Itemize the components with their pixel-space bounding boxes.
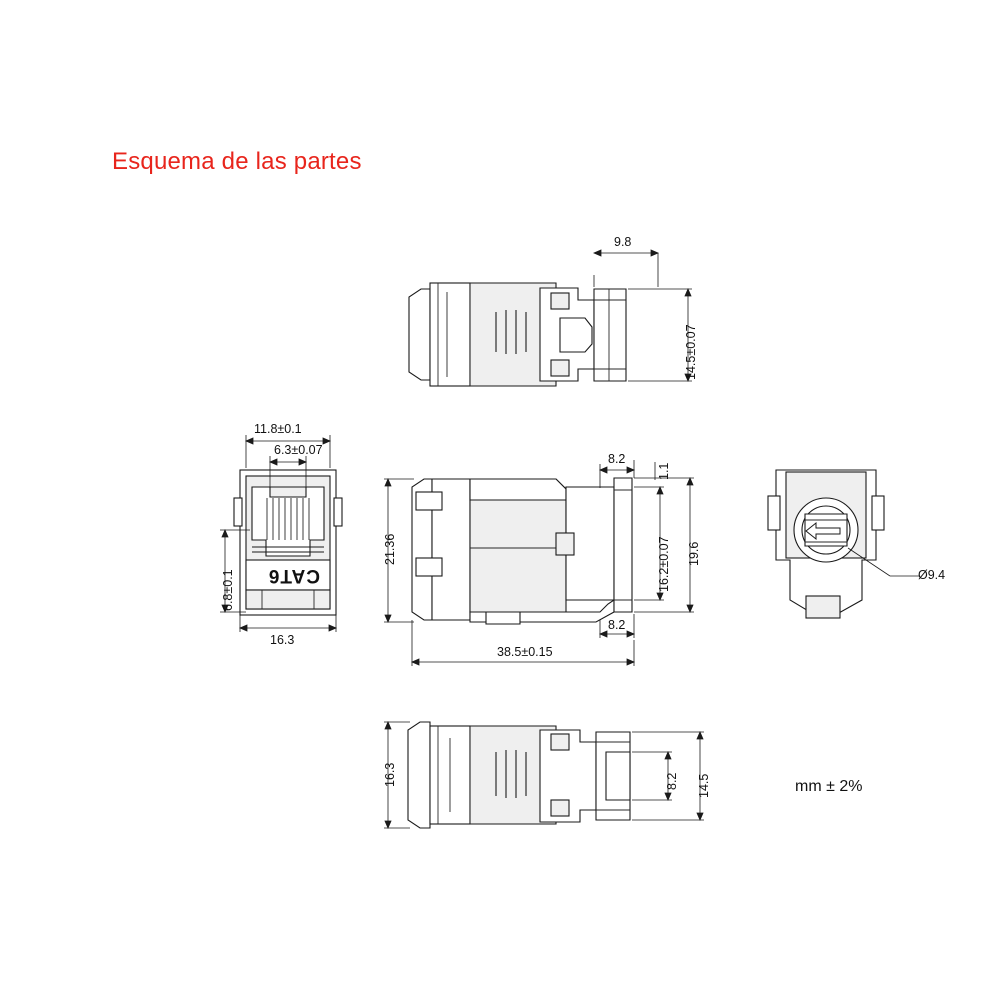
- dim-side-21-36: 21.36: [383, 533, 397, 565]
- view-rear: [768, 470, 920, 618]
- view-top: [409, 250, 692, 386]
- dim-rear-diameter: Ø9.4: [918, 568, 946, 582]
- dim-side-19-6: 19.6: [687, 541, 701, 566]
- view-front: [220, 435, 342, 632]
- dim-front-11-8: 11.8±0.1: [254, 422, 302, 436]
- page-title: Esquema de las partes: [112, 148, 362, 175]
- dim-bottom-14-5: 14.5: [697, 773, 711, 798]
- dim-front-6-8: 6.8±0.1: [221, 569, 235, 611]
- dim-top-9-8: 9.8: [614, 235, 632, 249]
- dim-side-38-5: 38.5±0.15: [497, 645, 553, 659]
- dim-bottom-16-3: 16.3: [383, 762, 397, 787]
- dim-side-8-2-bottom: 8.2: [608, 618, 626, 632]
- view-bottom: [384, 722, 704, 828]
- view-side: [384, 460, 694, 666]
- tolerance-note: mm ± 2%: [795, 778, 863, 795]
- dim-bottom-8-2: 8.2: [665, 772, 679, 790]
- dim-side-1-1: 1.1: [657, 462, 671, 480]
- dim-front-6-3: 6.3±0.07: [274, 443, 323, 457]
- dim-front-16-3: 16.3: [270, 633, 295, 647]
- dim-side-16-2: 16.2±0.07: [657, 536, 671, 592]
- part-marking-label: CAT6: [267, 565, 320, 586]
- dim-top-14-5: 14.5±0.07: [684, 324, 698, 380]
- dim-side-8-2-top: 8.2: [608, 452, 626, 466]
